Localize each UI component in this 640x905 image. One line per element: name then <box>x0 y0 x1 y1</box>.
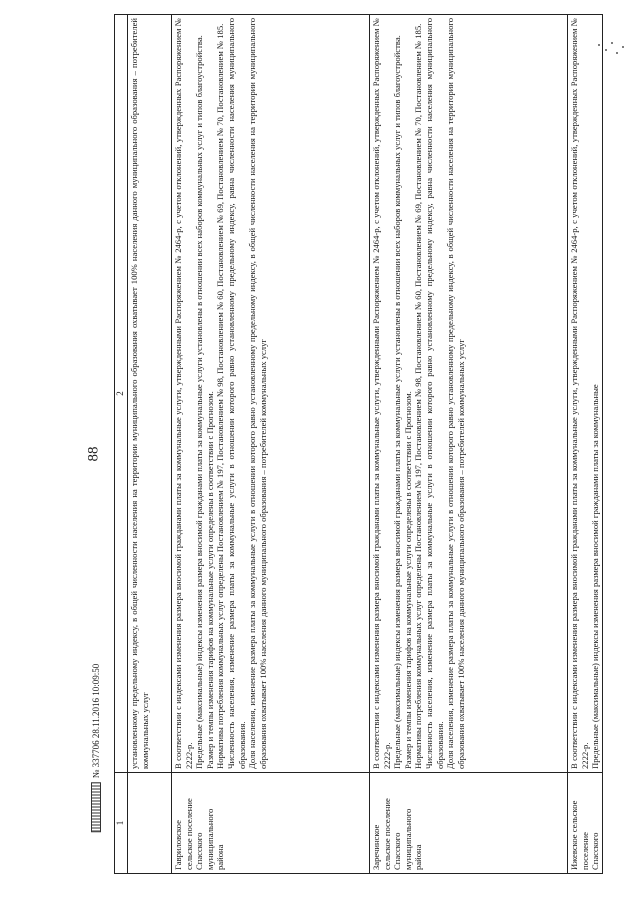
table-row <box>172 15 370 874</box>
paragraph: установленному предельному индексу, в общей численности населения на территории муниципального образования охватывает 100% населения данного муниципального образования – потребителей коммунальных услуг <box>129 18 150 769</box>
footer-stamp <box>91 664 101 833</box>
paragraph: Нормативы потребления коммунальных услуг определены Постановлением № 197, Постановлением № 98, Постановлением № 60, Постановлением № 69, Постановлением № 70, Постановлением № 185. <box>215 23 226 769</box>
paragraph: В соответствии с индексами изменения размера вносимой гражданами платы за коммунальные услуги, утвержденными Распоряжением № 2464-р, с учетом отклонений, утвержденных Распоряжением № 2222-р. <box>371 18 392 769</box>
paragraph: Доля населения, изменение размера платы за коммунальные услуги в отношении которого равно установленному предельному индексу, в общей численности населения на территории муниципального образования охватывает 100% населения данного муниципального образования – потребителей коммунальных услуг <box>247 18 268 769</box>
table-row <box>370 15 568 874</box>
paragraph: В соответствии с индексами изменения размера вносимой гражданами платы за коммунальные услуги, утвержденными Распоряжением № 2464-р, с учетом отклонений, утвержденных Распоряжением № 2222-р. <box>173 18 194 769</box>
description-cell <box>128 15 172 773</box>
paragraph: Нормативы потребления коммунальных услуг определены Постановлением № 197, Постановлением № 98, Постановлением № 60, Постановлением № 69, Постановлением № 70, Постановлением № 185. <box>413 23 424 769</box>
header-col-2: 2 <box>115 15 128 773</box>
municipality-cell <box>128 773 172 874</box>
paragraph: Предельные (максимальные) индексы изменения размера вносимой гражданами платы за коммунальные услуги установлены в отношении всех наборов коммунальных услуг и типов благоустройства. <box>392 35 403 769</box>
paragraph: В соответствии с индексами изменения размера вносимой гражданами платы за коммунальные услуги, утвержденными Распоряжением № 2464-р, с учетом отклонений, утвержденных Распоряжением № 2222-р. <box>569 18 590 769</box>
paragraph: Размер и темпы изменения тарифов на коммунальные услуги определены в соответствии с Прогнозом. <box>204 391 215 769</box>
municipality-cell: Заречинское сельское поселение Спасского муниципального района <box>370 773 568 874</box>
rotated-table-container <box>114 14 601 874</box>
header-col-1: 1 <box>115 773 128 874</box>
paragraph: Предельные (максимальные) индексы изменения размера вносимой гражданами платы за коммунальные <box>590 384 601 769</box>
paragraph: Доля населения, изменение размера платы за коммунальные услуги в отношении которого равно установленному предельному индексу, в общей численности населения на территории муниципального образования охватывает 100% населения данного муниципального образования – потребителей коммунальных услуг <box>445 18 466 769</box>
paragraph: Численность населения, изменение размера платы за коммунальные услуги в отношении которого равно установленному предельному индексу, равна численности населения муниципального образования. <box>225 18 247 769</box>
table-row <box>128 15 172 874</box>
description-cell <box>568 15 603 773</box>
table-row <box>568 15 603 874</box>
paragraph: Предельные (максимальные) индексы изменения размера вносимой гражданами платы за коммунальные услуги установлены в отношении всех наборов коммунальных услуг и типов благоустройства. <box>194 35 205 769</box>
table-header-row <box>115 15 128 874</box>
barcode-icon <box>91 782 101 832</box>
footer-stamp-text: № 337706 28.11.2016 10:09:50 <box>91 663 101 779</box>
municipality-cell: Гавриловское сельское поселение Спасского муниципального района <box>172 773 370 874</box>
paragraph: Численность населения, изменение размера платы за коммунальные услуги в отношении которого равно установленному предельному индексу, равна численности населения муниципального образования. <box>423 18 445 769</box>
paragraph: Размер и темпы изменения тарифов на коммунальные услуги определены в соответствии с Прогнозом. <box>402 391 413 769</box>
municipality-cell: Ижевское сельское поселение Спасского <box>568 773 603 874</box>
page-number: 88 <box>85 446 102 462</box>
description-cell <box>172 15 370 773</box>
description-cell <box>370 15 568 773</box>
tariff-table <box>114 14 603 874</box>
